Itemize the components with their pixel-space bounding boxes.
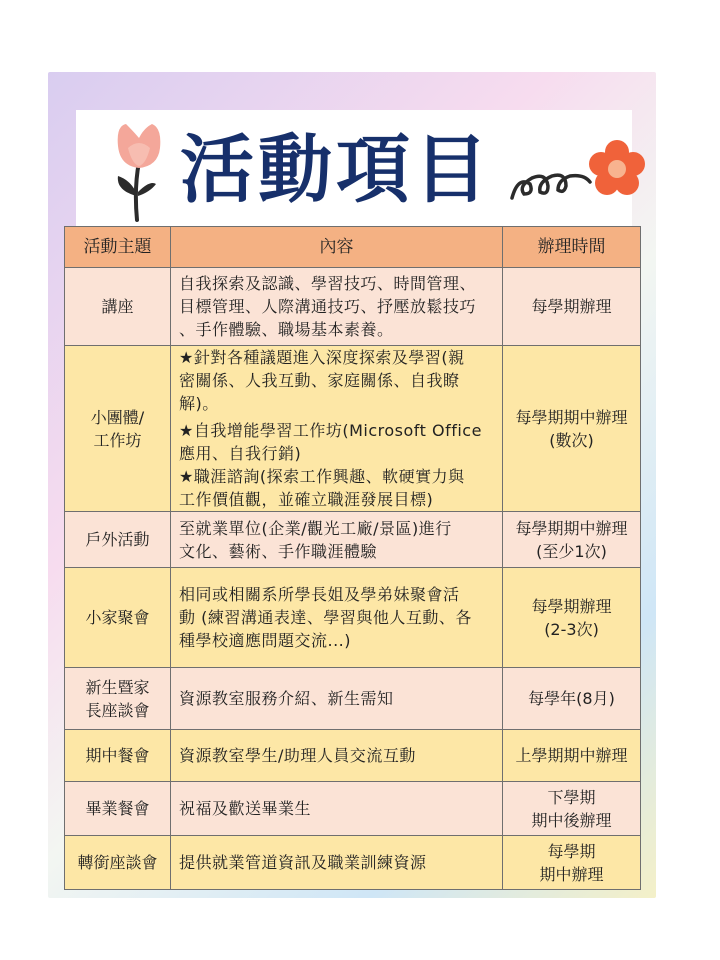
row-content: 祝福及歡送畢業生 — [171, 782, 503, 836]
row-topic: 戶外活動 — [65, 512, 171, 568]
row-time: 每學年(8月) — [503, 668, 641, 730]
row-content: 資源教室學生/助理人員交流互動 — [171, 730, 503, 782]
table-row — [65, 568, 641, 668]
table-row — [65, 268, 641, 346]
header-topic: 活動主題 — [65, 227, 171, 268]
table-row — [65, 836, 641, 890]
row-topic: 講座 — [65, 268, 171, 346]
row-topic: 小團體/ 工作坊 — [65, 346, 171, 512]
row-topic: 畢業餐會 — [65, 782, 171, 836]
curl-icon — [508, 168, 594, 208]
table-row — [65, 730, 641, 782]
row-time: 每學期 期中辦理 — [503, 836, 641, 890]
row-topic: 小家聚會 — [65, 568, 171, 668]
row-time: 下學期 期中後辦理 — [503, 782, 641, 836]
table-row — [65, 782, 641, 836]
row-content: ★針對各種議題進入深度探索及學習(親 密關係、人我互動、家庭關係、自我瞭 解)。 ★自我增能學習工作坊(Microsoft Office 應用、自我行銷) ★職涯諮詢(探索工作興趣、軟硬實力與 工作價值觀，並確立職涯發展目標) — [171, 346, 503, 512]
row-topic: 新生暨家 長座談會 — [65, 668, 171, 730]
row-time: 每學期期中辦理 (至少1次) — [503, 512, 641, 568]
header-content: 內容 — [171, 227, 503, 268]
row-content: 資源教室服務介紹、新生需知 — [171, 668, 503, 730]
table-header-row — [65, 227, 641, 268]
row-topic: 轉銜座談會 — [65, 836, 171, 890]
row-content: 相同或相關系所學長姐及學弟妹聚會活 動 (練習溝通表達、學習與他人互動、各 種學校適應問題交流...) — [171, 568, 503, 668]
activity-table — [64, 226, 641, 890]
row-topic: 期中餐會 — [65, 730, 171, 782]
row-time: 每學期辦理 — [503, 268, 641, 346]
header-time: 辦理時間 — [503, 227, 641, 268]
table-row — [65, 512, 641, 568]
table-row — [65, 668, 641, 730]
page-title: 活動項目 — [180, 127, 492, 213]
row-content: 自我探索及認識、學習技巧、時間管理、 目標管理、人際溝通技巧、抒壓放鬆技巧 、手作體驗、職場基本素養。 — [171, 268, 503, 346]
row-time: 每學期期中辦理 (數次) — [503, 346, 641, 512]
tulip-icon — [104, 118, 174, 222]
row-time: 每學期辦理 (2-3次) — [503, 568, 641, 668]
flower-icon — [586, 138, 648, 200]
row-content: 提供就業管道資訊及職業訓練資源 — [171, 836, 503, 890]
table-row — [65, 346, 641, 512]
row-content: 至就業單位(企業/觀光工廠/景區)進行 文化、藝術、手作職涯體驗 — [171, 512, 503, 568]
row-time: 上學期期中辦理 — [503, 730, 641, 782]
